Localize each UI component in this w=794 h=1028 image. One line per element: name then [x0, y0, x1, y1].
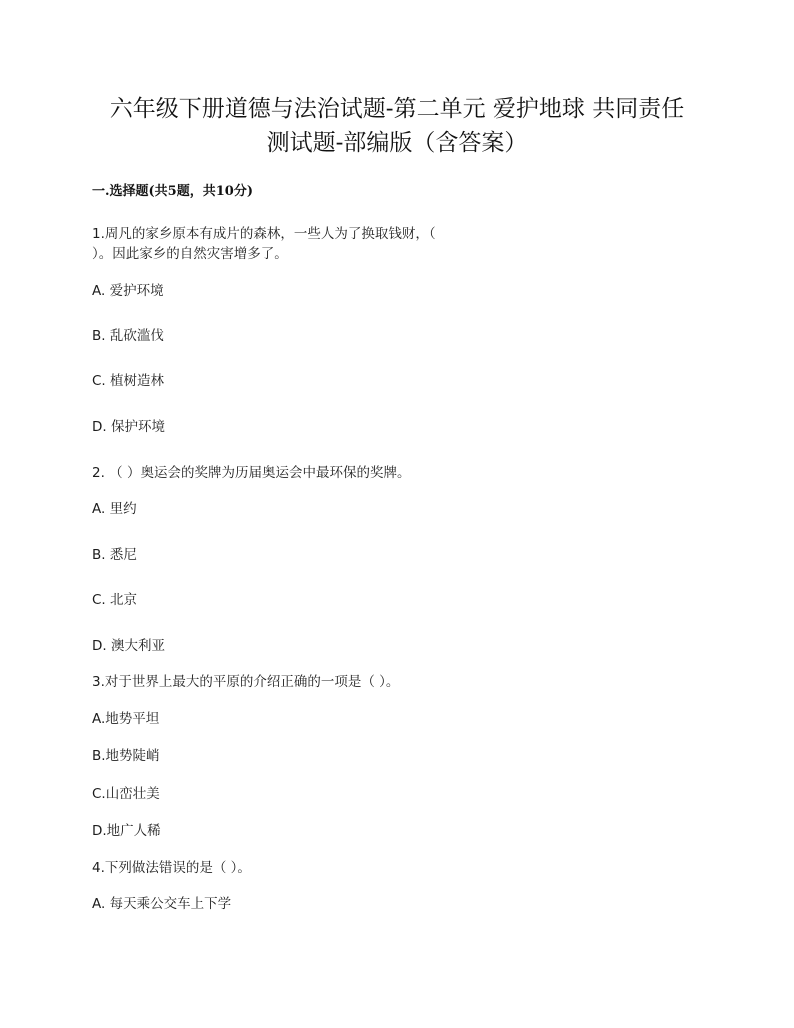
- question-1-option-b: B. 乱砍滥伐: [92, 328, 164, 344]
- question-4-option-a: A. 每天乘公交车上下学: [92, 896, 232, 912]
- question-2-option-c: C. 北京: [92, 592, 138, 608]
- question-2-stem: 2. （ ）奥运会的奖牌为历届奥运会中最环保的奖牌。: [92, 465, 411, 481]
- question-3-option-c: C.山峦壮美: [92, 786, 160, 802]
- question-4-stem: 4.下列做法错误的是（ ）。: [92, 860, 251, 876]
- question-2-option-a: A. 里约: [92, 501, 137, 517]
- question-3-option-d: D.地广人稀: [92, 823, 161, 839]
- question-3-option-a: A.地势平坦: [92, 711, 160, 727]
- question-3-stem: 3.对于世界上最大的平原的介绍正确的一项是（ ）。: [92, 674, 400, 690]
- document-title-line2: 测试题-部编版（含答案）: [266, 130, 528, 156]
- question-1-stem-line1: 1.周凡的家乡原本有成片的森林，一些人为了换取钱财，（: [92, 226, 436, 242]
- question-3-option-b: B.地势陡峭: [92, 748, 160, 764]
- question-2-option-d: D. 澳大利亚: [92, 638, 165, 654]
- question-2-option-b: B. 悉尼: [92, 547, 137, 563]
- question-1-option-c: C. 植树造林: [92, 373, 165, 389]
- section-heading: 一.选择题(共5题，共10分): [92, 184, 253, 199]
- question-1-stem-line2: ）。因此家乡的自然灾害增多了。: [92, 246, 288, 262]
- question-1-option-d: D. 保护环境: [92, 419, 165, 435]
- question-1-option-a: A. 爱护环境: [92, 283, 164, 299]
- document-title-line1: 六年级下册道德与法治试题-第二单元 爱护地球 共同责任: [109, 96, 685, 122]
